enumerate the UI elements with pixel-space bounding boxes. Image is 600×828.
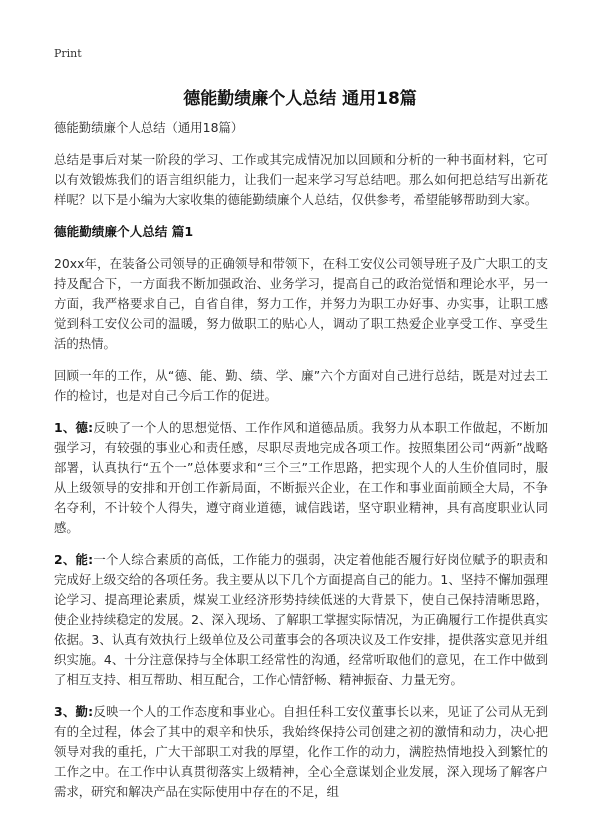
article-subtitle: 德能勤绩廉个人总结（通用18篇） <box>54 120 244 135</box>
paragraph-qin <box>54 702 548 802</box>
page-title: 德能勤绩廉个人总结 通用18篇 <box>183 89 417 109</box>
article-body <box>54 118 548 814</box>
paragraph-1: 20xx年，在装备公司领导的正确领导和带领下，在科工安仪公司领导班子及广大职工的支持及配合下，一方面我不断加强政治、业务学习，提高自己的政治觉悟和理论水平，另一方面，我严格要求自己，自省自律，努力工作，并努力为职工办好事、办实事，让职工感觉到科工安仪公司的温暖，努力做职工的贴心人，调动了职工热爱企业享受工作、享受生活的热情。 <box>54 256 548 351</box>
de-text: 反映了一个人的思想觉悟、工作作风和道德品质。我努力从本职工作做起，不断加强学习，有较强的事业心和责任感，尽职尽责地完成各项工作。按照集团公司“两新”战略部署，认真执行“五个一”总体要求和“三个三”工作思路，把实现个人的人生价值同时，服从上级领导的安排和开创工作新局面，不断振兴企业，在工作和事业面前顾全大局，不争名夺利，不计较个人得失，遵守商业道德，诚信践诺，坚守职业精神，具有高度职业认同感。 <box>54 420 549 535</box>
neng-text: 一个人综合素质的高低，工作能力的强弱，决定着他能否履行好岗位赋予的职责和完成好上级交给的各项任务。我主要从以下几个方面提高自己的能力。1、坚持不懈加强理论学习、提高理论素质，煤炭工业经济形势持续低迷的大背景下，使自己保持清晰思路，使企业持续稳定的发展。2、深入现场、了解职工掌握实际情况，为正确履行工作提供真实依据。3、认真有效执行上级单位及公司董事会的各项决议及工作安排，提供落实意见并组织实施。4、十分注意保持与全体职工经常性的沟通，经常听取他们的意见，在工作中做到了相互支持、相互帮助、相互配合，工作心情舒畅、精神振奋、力量无穷。 <box>54 552 549 687</box>
print-link[interactable]: Print <box>54 47 82 60</box>
qin-text: 反映一个人的工作态度和事业心。自担任科工安仪董事长以来，见证了公司从无到有的全过程，体会了其中的艰辛和快乐，我始终保持公司创建之初的激情和动力，决心把领导对我的重托，广大干部职工对我的厚望，化作工作的动力，满腔热情地投入到繁忙的工作之中。在工作中认真贯彻落实上级精神，全心全意谋划企业发展，深入现场了解客户需求，研究和解决产品在实际使用中存在的不足，组 <box>54 704 549 799</box>
neng-label: 2、能: <box>54 552 94 567</box>
intro-paragraph: 总结是事后对某一阶段的学习、工作或其完成情况加以回顾和分析的一种书面材料，它可以有效锻炼我们的语言组织能力，让我们一起来学习写总结吧。那么如何把总结写出新花样呢？以下是小编为大家收集的德能勤绩廉个人总结，仅供参考，希望能够帮助到大家。 <box>54 152 548 207</box>
de-label: 1、德: <box>54 420 94 435</box>
paragraph-de <box>54 418 548 538</box>
paragraph-neng <box>54 550 548 690</box>
section-heading: 德能勤绩廉个人总结 篇1 <box>54 224 194 239</box>
paragraph-2: 回顾一年的工作，从“德、能、勤、绩、学、廉”六个方面对自己进行总结，既是对过去工作的检讨，也是对自己今后工作的促进。 <box>54 368 548 403</box>
qin-label: 3、勤: <box>54 704 94 719</box>
